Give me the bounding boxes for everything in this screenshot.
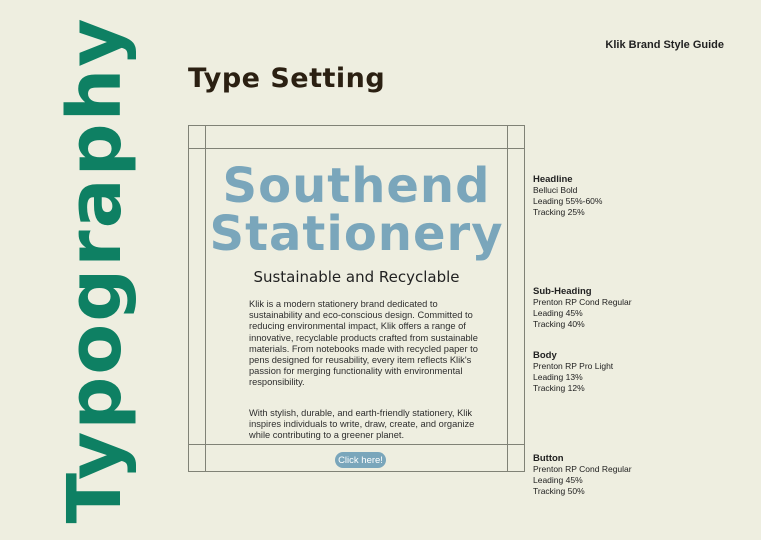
spec-tracking: Tracking 25% <box>533 207 585 217</box>
sample-headline-line2: Stationery <box>209 206 504 262</box>
spec-font: Prenton RP Cond Regular <box>533 297 632 307</box>
guide-line <box>189 444 524 445</box>
spec-label: Headline <box>533 174 573 185</box>
spec-tracking: Tracking 50% <box>533 486 585 496</box>
vertical-title: Typography <box>52 16 138 524</box>
sample-body-paragraph: Klik is a modern stationery brand dedicated to sustainability and eco-conscious design. Committed to reducing environmental impact, Klik offers a range of innovative, recyclable products crafted from sustainable materials. From notebooks made with recycled paper to pens designed for reusability, every item reflects Klik's passion for merging functionality with environmental responsibility. <box>249 299 478 388</box>
sample-body-paragraph: With stylish, durable, and earth-friendly stationery, Klik inspires individuals to write, draw, create, and organize while contributing to a greener planet. <box>249 408 475 441</box>
spec-headline <box>533 174 602 218</box>
sample-subheading: Sustainable and Recyclable <box>253 268 460 286</box>
spec-leading: Leading 55%-60% <box>533 196 603 206</box>
spec-font: Belluci Bold <box>533 185 578 195</box>
spec-font: Prenton RP Cond Regular <box>533 464 632 474</box>
sample-headline-line1: Southend <box>222 158 491 214</box>
brand-label: Klik Brand Style Guide <box>605 39 724 51</box>
spec-leading: Leading 45% <box>533 475 583 485</box>
spec-subheading <box>533 286 632 330</box>
spec-tracking: Tracking 40% <box>533 319 585 329</box>
spec-label: Button <box>533 453 564 464</box>
spec-body <box>533 350 613 394</box>
spec-tracking: Tracking 12% <box>533 383 585 393</box>
guide-line <box>189 148 524 149</box>
section-title: Type Setting <box>188 63 386 94</box>
spec-leading: Leading 45% <box>533 308 583 318</box>
spec-label: Sub-Heading <box>533 286 592 297</box>
spec-button <box>533 453 632 497</box>
spec-font: Prenton RP Pro Light <box>533 361 614 371</box>
click-here-button[interactable]: Click here! <box>335 452 386 468</box>
spec-label: Body <box>533 350 557 361</box>
spec-leading: Leading 13% <box>533 372 583 382</box>
